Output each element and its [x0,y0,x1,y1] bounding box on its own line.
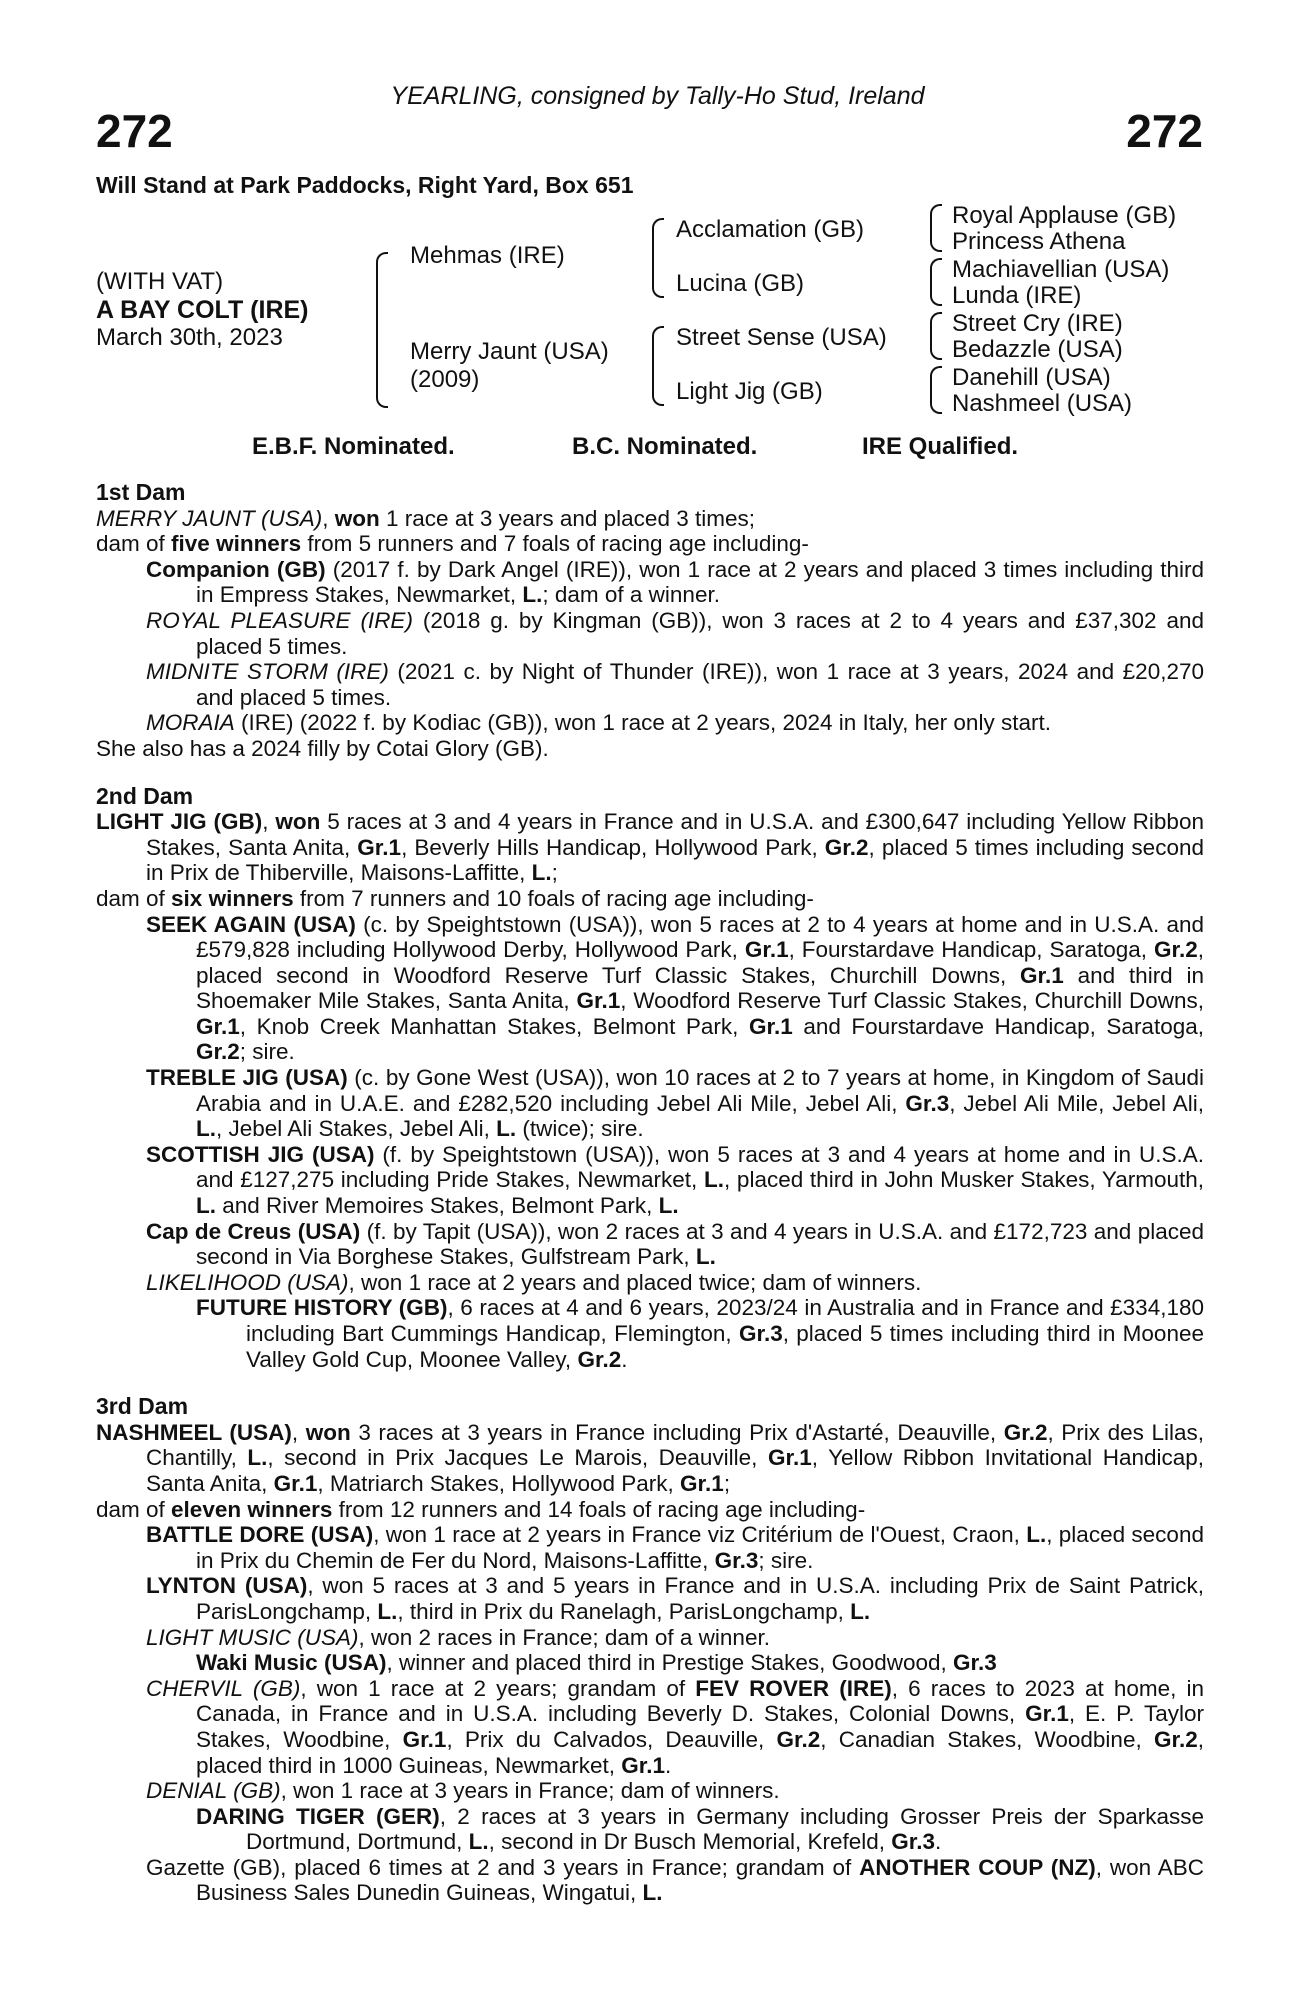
produce-name: Waki Music (USA) [196,1650,387,1676]
text: from 5 runners and 7 foals of racing age including- [301,531,809,557]
grade: L. [377,1598,398,1624]
text: , won 5 races at 3 and 5 years in France and in U.S.A. including Prix de Saint Patrick, ParisLongchamp, [196,1573,1205,1624]
text: , placed third in John Musker Stakes, Yarmouth, [723,1167,1205,1193]
pedigree-brace-dam [652,326,664,406]
vat-label: (WITH VAT) [96,268,224,295]
first-dam-name: MERRY JAUNT (USA) [96,505,323,531]
ped-ds-dam: Bedazzle (USA) [952,336,1123,363]
grade: Gr.1 [748,1013,793,1039]
text: (twice); sire. [516,1116,644,1142]
ped-dd-dam: Nashmeel (USA) [952,390,1133,417]
grade: L. [247,1445,268,1471]
text: (f. by Speightstown (USA)), won 5 races at 3 and 4 years at home and in U.S.A. and £127,275 including Pride Stakes, Newmarket, [196,1141,1205,1193]
dam-name: Merry Jaunt (USA) [410,338,609,365]
grade: Gr.2 [1003,1419,1048,1445]
produce-chervil: CHERVIL (GB), won 1 race at 2 years; grandam of FEV ROVER (IRE), 6 races to 2023 at home, in Canada, in France and in U.S.A. including Beverly D. Stakes, Colonial Downs, Gr.1, E. P. Taylor Stakes, Woodbine, Gr.1, Prix du Calvados, Deauville, Gr.2, Canadian Stakes, Woodbine, Gr.2, placed third in 1000 Guineas, Newmarket, Gr.1. [146,1675,1205,1778]
produce-record [96,480,1204,1906]
produce-name: SCOTTISH JIG (USA) [146,1141,375,1167]
produce-name: ROYAL PLEASURE (IRE) [146,607,413,633]
text: , second in Prix Jacques Le Marois, Deauville, [267,1445,768,1471]
text: , won 1 race at 3 years in France; dam of winners. [280,1778,780,1804]
produce-name: Cap de Creus (USA) [146,1218,361,1244]
text: ; [551,860,558,886]
winners-count: six winners [171,885,294,911]
grade: Gr.2 [196,1039,240,1065]
text: dam of [96,531,172,557]
ped-ss-sire: Royal Applause (GB) [952,202,1177,229]
text: , Yellow Ribbon Invitational Handicap, Santa Anita, [146,1445,1205,1496]
text: from 7 runners and 10 foals of racing age including- [293,885,814,911]
consignor-subtitle: YEARLING, consigned by Tally-Ho Stud, Ireland [390,82,925,110]
produce-lynton [96,1573,1204,1624]
produce-name: ANOTHER COUP (NZ) [859,1854,1096,1880]
text: , winner and placed third in Prestige Stakes, Goodwood, [386,1650,954,1676]
second-dam-dam-of [96,886,1204,912]
text: ; sire. [758,1547,814,1573]
first-dam-heading: 1st Dam [96,479,186,505]
grade: L. [658,1193,679,1219]
second-dam-heading: 2nd Dam [96,782,194,809]
text: dam of [96,885,172,911]
winners-count: eleven winners [171,1496,333,1522]
grade: Gr.1 [357,834,402,860]
text: , Canadian Stakes, Woodbine, [820,1726,1154,1752]
produce-name: DARING TIGER (GER) [196,1803,440,1829]
pedigree-brace-main [376,252,388,408]
won-label: won [334,505,380,531]
text: (IRE) (2022 f. by Kodiac (GB)), won 1 race at 2 years, 2024 in Italy, her only start. [234,710,1051,736]
produce-gazette [96,1855,1204,1906]
text: , E. P. Taylor Stakes, Woodbine, [196,1701,1205,1752]
text: ; dam of a winner. [542,582,720,608]
ped-ss-dam: Princess Athena [952,228,1126,255]
text: , placed 5 times including second in Prix de Thiberville, Maisons-Laffitte, [146,834,1204,886]
ped-sd-sire: Machiavellian (USA) [952,256,1170,283]
text: (c. by Speightstown (USA)), won 5 races at 2 to 4 years at home and in U.S.A. and £579,828 including Hollywood Derby, Hollywood Park, [196,911,1204,963]
produce-name: LIGHT MUSIC (USA) [146,1624,359,1650]
first-dam-summary: MERRY JAUNT (USA), won 1 race at 3 years and placed 3 times; [96,505,755,531]
produce-name: MIDNITE STORM (IRE) [146,659,389,685]
produce-name: MORAIA [146,710,235,736]
text: , won ABC Business Sales Dunedin Guineas, Wingatui, [196,1854,1205,1906]
ped-dd-sire: Danehill (USA) [952,364,1111,391]
grade: L. [196,1193,216,1219]
grade: L. [531,860,552,886]
text: (2018 g. by Kingman (GB)), won 3 races at 2 to 4 years and £37,302 and placed 5 times. [196,607,1204,659]
text: , placed second in Prix du Chemin de Fer du Nord, Maisons-Laffitte, [196,1522,1204,1573]
produce-waki-music [96,1650,1204,1676]
ped-ds-sire: Street Cry (IRE) [952,310,1123,337]
dam-sire: Street Sense (USA) [676,324,887,351]
grade: Gr.1 [576,988,621,1014]
text: 5 races at 3 and 4 years in France and in U.S.A. and £300,647 including Yellow Ribbon Stakes, Santa Anita, [146,809,1204,860]
third-dam-summary: NASHMEEL (USA), won 3 races at 3 years in France including Prix d'Astarté, Deauville, Gr.2, Prix des Lilas, Chantilly, L., second in Prix Jacques Le Marois, Deauville, Gr.1, Yellow Ribbon Invitational Handicap, Santa Anita, Gr.1, Matriarch Stakes, Hollywood Park, Gr.1; [96,1419,1205,1496]
produce-name: BATTLE DORE (USA) [146,1522,374,1548]
pedigree-brace-sire [652,218,664,298]
produce-scottish-jig [96,1142,1204,1219]
text: , Woodford Reserve Turf Classic Stakes, Churchill Downs, [620,988,1204,1014]
grade: Gr.2 [1153,1726,1198,1752]
text: ; sire. [239,1039,295,1065]
text: ; [723,1470,731,1496]
stand-location: Will Stand at Park Paddocks, Right Yard, Box 651 [96,172,634,198]
text: (f. by Tapit (USA)), won 2 races at 3 and 4 years in U.S.A. and £172,723 and placed second in Via Borghese Stakes, Gulfstream Park, [196,1218,1204,1270]
won-label: won [275,809,321,835]
text: , Jebel Ali Mile, Jebel Ali, [949,1090,1204,1116]
pedigree-brace-sd [930,258,942,306]
produce-name: TREBLE JIG (USA) [146,1065,348,1091]
text: , 6 races to 2023 at home, in Canada, in France and in U.S.A. including Beverly D. Stakes, Colonial Downs, [196,1675,1204,1727]
text: , won 1 race at 2 years in France viz Critérium de l'Ouest, Craon, [373,1522,1027,1548]
grade: Gr.2 [776,1726,821,1752]
grade: Gr.1 [767,1445,812,1471]
grade: Gr.1 [744,937,789,963]
text: Gazette (GB), placed 6 times at 2 and 3 years in France; grandam of [146,1854,860,1880]
produce-moraia [96,710,1204,736]
grade: L. [703,1167,724,1193]
grade: Gr.1 [1020,962,1064,988]
first-dam-also: She also has a 2024 filly by Cotai Glory (GB). [96,735,549,761]
text: , placed third in 1000 Guineas, Newmarket, [196,1726,1204,1778]
grade: Gr.2 [824,834,869,860]
winners-count: five winners [171,531,302,557]
pedigree-brace-dd [930,366,942,414]
text: , Prix du Calvados, Deauville, [446,1726,777,1752]
lot-number-left: 272 [96,105,173,157]
produce-name: CHERVIL (GB) [146,1675,301,1701]
grade: Gr.3 [953,1650,997,1676]
text: (2021 c. by Night of Thunder (IRE)), won 1 race at 3 years, 2024 and £20,270 and placed 5 times. [196,659,1204,710]
second-dam-summary: LIGHT JIG (GB), won 5 races at 3 and 4 years in France and in U.S.A. and £300,647 including Yellow Ribbon Stakes, Santa Anita, Gr.1, Beverly Hills Handicap, Hollywood Park, Gr.2, placed 5 times including second in Prix de Thiberville, Maisons-Laffitte, L.; [96,809,1204,886]
text: 3 races at 3 years in France including Prix d'Astarté, Deauville, [350,1419,1004,1445]
text: (c. by Gone West (USA)), won 10 races at 2 to 7 years at home, in Kingdom of Saudi Arabia and in U.A.E. and £282,520 including Jebel Ali Mile, Jebel Ali, [196,1065,1205,1116]
grade: L. [522,582,543,608]
produce-seek-again [96,912,1204,1066]
grade: Gr.1 [680,1470,724,1496]
produce-name: FEV ROVER (IRE) [695,1675,892,1701]
pedigree-brace-ds [930,312,942,360]
third-dam-heading: 3rd Dam [96,1393,189,1420]
text: and third in Shoemaker Mile Stakes, Santa Anita, [196,962,1204,1014]
text: , Beverly Hills Handicap, Hollywood Park, [401,834,825,860]
produce-light-music [96,1625,1204,1651]
grade: Gr.2 [1153,937,1198,963]
second-dam-name: LIGHT JIG (GB) [96,809,263,835]
grade: Gr.1 [1025,1701,1069,1727]
produce-denial [96,1778,1204,1804]
text: . [621,1346,628,1372]
sire-name: Mehmas (IRE) [410,242,565,269]
third-dam-dam-of [96,1497,1204,1523]
horse-name: A BAY COLT (IRE) [96,296,309,324]
grade: Gr.3 [891,1829,936,1855]
grade: Gr.1 [273,1470,318,1496]
grade: Gr.1 [196,1013,240,1039]
pedigree-brace-ss [930,204,942,252]
produce-likelihood [96,1270,1204,1296]
produce-treble-jig [96,1065,1204,1142]
ire-qualified: IRE Qualified. [862,433,1019,460]
produce-cap-de-creus [96,1219,1204,1270]
produce-name: LYNTON (USA) [146,1573,308,1599]
text: , Knob Creek Manhattan Stakes, Belmont Park, [239,1013,749,1039]
third-dam-name: NASHMEEL (USA) [96,1419,292,1445]
produce-name: FUTURE HISTORY (GB) [196,1295,448,1321]
text: , won 1 race at 2 years and placed twice; dam of winners. [348,1269,922,1295]
produce-name: Companion (GB) [146,556,326,582]
text: , 2 races at 3 years in Germany including Grosser Preis der Sparkasse Dortmund, Dortmund, [246,1803,1204,1855]
horse-dob: March 30th, 2023 [96,324,283,351]
grade: L. [642,1880,663,1906]
lot-number-right: 272 [1126,105,1203,157]
sire-dam: Lucina (GB) [676,270,805,297]
text: (2017 f. by Dark Angel (IRE)), won 1 race at 2 years and placed 3 times including third in Empress Stakes, Newmarket, [196,556,1204,608]
sire-sire: Acclamation (GB) [676,216,865,243]
text: , Jebel Ali Stakes, Jebel Ali, [216,1116,497,1142]
text: , won 1 race at 2 years; grandam of [300,1675,696,1701]
grade: L. [468,1829,489,1855]
text: , Fourstardave Handicap, Saratoga, [788,937,1154,963]
grade: L. [496,1116,517,1142]
ped-sd-dam: Lunda (IRE) [952,282,1082,309]
grade: Gr.3 [905,1090,950,1116]
text: , Matriarch Stakes, Hollywood Park, [317,1470,681,1496]
grade: Gr.3 [714,1547,759,1573]
text: and River Memoires Stakes, Belmont Park, [216,1193,659,1219]
grade: Gr.2 [577,1346,622,1372]
produce-midnite-storm [96,659,1204,710]
produce-daring-tiger: DARING TIGER (GER), 2 races at 3 years in Germany including Grosser Preis der Sparkasse Dortmund, Dortmund, L., second in Dr Busch Memorial, Krefeld, Gr.3. [196,1803,1204,1855]
dam-year: (2009) [410,366,480,393]
produce-future-history [96,1295,1204,1372]
grade: Gr.1 [402,1726,447,1752]
text: dam of [96,1496,172,1522]
text: , third in Prix du Ranelagh, ParisLongchamp, [397,1598,851,1624]
won-label: won [305,1419,351,1445]
grade: L. [695,1244,716,1270]
produce-name: SEEK AGAIN (USA) [146,911,356,937]
grade: L. [850,1598,871,1624]
text: , Prix des Lilas, Chantilly, [146,1419,1204,1471]
grade: L. [1026,1522,1047,1548]
text: , placed 5 times including third in Moonee Valley Gold Cup, Moonee Valley, [246,1321,1204,1372]
text: , second in Dr Busch Memorial, Krefeld, [488,1829,892,1855]
produce-companion [96,557,1204,608]
dam-dam: Light Jig (GB) [676,378,823,405]
grade: Gr.1 [621,1752,666,1778]
produce-name: DENIAL (GB) [146,1778,281,1804]
text: , won 2 races in France; dam of a winner. [358,1624,770,1650]
text: , 6 races at 4 and 6 years, 2023/24 in Australia and in France and £334,180 including Bart Cummings Handicap, Flemington, [246,1295,1205,1346]
grade: Gr.3 [738,1321,783,1346]
text: from 12 runners and 14 foals of racing age including- [332,1496,866,1522]
text: , placed second in Woodford Reserve Turf Classic Stakes, Churchill Downs, [196,937,1204,988]
first-dam-dam-of [96,531,1204,557]
produce-battle-dore [96,1522,1204,1573]
bc-nominated: B.C. Nominated. [572,433,758,460]
ebf-nominated: E.B.F. Nominated. [252,433,455,460]
grade: L. [196,1116,216,1142]
produce-name: LIKELIHOOD (USA) [146,1269,349,1295]
text: and Fourstardave Handicap, Saratoga, [792,1013,1204,1039]
produce-royal-pleasure [96,608,1204,659]
text: 1 race at 3 years and placed 3 times; [379,505,755,531]
